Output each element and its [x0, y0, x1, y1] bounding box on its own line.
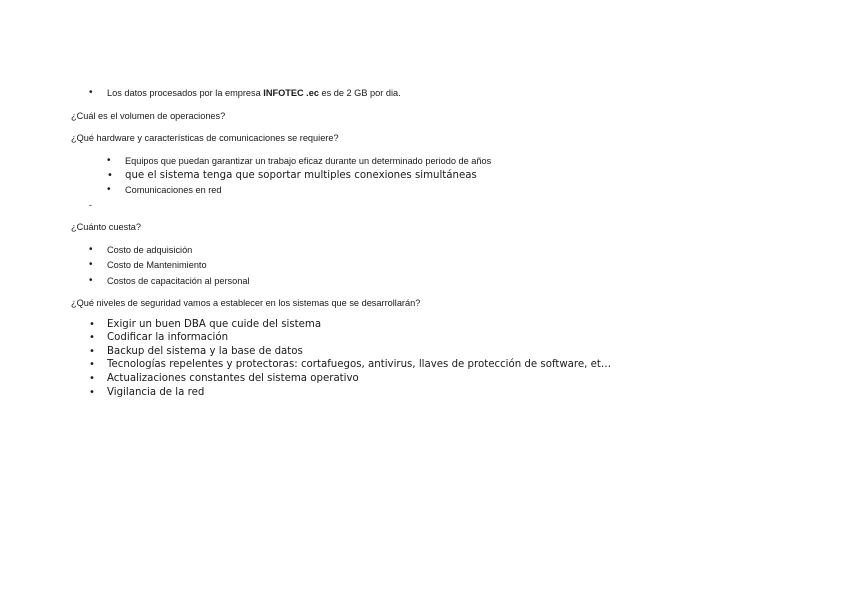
- cost-item-text: Costos de capacitación al personal: [107, 276, 250, 286]
- bullet-icon: •: [107, 155, 111, 166]
- security-item-text: Codificar la información: [107, 332, 229, 343]
- security-list-item: [89, 372, 359, 385]
- bullet-icon: •: [107, 184, 111, 195]
- bullet-icon: •: [89, 359, 95, 370]
- bullet-icon: •: [107, 170, 113, 181]
- company-name: INFOTEC .ec: [263, 88, 319, 98]
- bullet-icon: •: [89, 244, 93, 255]
- cost-list-item: [89, 259, 207, 271]
- question-security: ¿Qué niveles de seguridad vamos a establecer en los sistemas que se desarrollarán?: [71, 298, 421, 308]
- bullet-icon: •: [89, 387, 95, 398]
- security-list-item: [89, 386, 205, 399]
- dash-line: -: [89, 200, 92, 210]
- hardware-list-item: [107, 169, 477, 182]
- bullet-icon: •: [89, 373, 95, 384]
- cost-item-text: Costo de Mantenimiento: [107, 260, 207, 270]
- security-item-text: Actualizaciones constantes del sistema operativo: [107, 373, 359, 384]
- cost-list-item: [89, 275, 250, 287]
- bullet-icon: •: [89, 346, 95, 357]
- hardware-item-text: Equipos que puedan garantizar un trabajo eficaz durante un determinado periodo de años: [125, 156, 492, 166]
- security-list-item: [89, 318, 322, 331]
- intro-suffix: es de 2 GB por dia.: [318, 88, 401, 98]
- bullet-icon: •: [89, 332, 95, 343]
- security-item-text: Tecnologías repelentes y protectoras: cortafuegos, antivirus, llaves de protección de software, et…: [107, 359, 612, 370]
- bullet-icon: •: [89, 87, 93, 98]
- question-volume: ¿Cuál es el volumen de operaciones?: [71, 111, 226, 121]
- security-list-item: [89, 345, 303, 358]
- cost-list-item: [89, 244, 193, 256]
- bullet-icon: •: [89, 319, 95, 330]
- security-item-text: Backup del sistema y la base de datos: [107, 346, 303, 357]
- intro-prefix: Los datos procesados por la empresa: [107, 88, 264, 98]
- bullet-icon: •: [89, 259, 93, 270]
- hardware-list-item: [107, 184, 222, 196]
- question-hardware: ¿Qué hardware y características de comunicaciones se requiere?: [71, 133, 339, 143]
- hardware-item-text: que el sistema tenga que soportar multiples conexiones simultáneas: [125, 170, 477, 181]
- cost-item-text: Costo de adquisición: [107, 245, 193, 255]
- security-list-item: [89, 331, 229, 344]
- security-item-text: Vigilancia de la red: [107, 387, 205, 398]
- hardware-list-item: [107, 155, 492, 167]
- security-list-item: [89, 358, 612, 371]
- question-cost: ¿Cuánto cuesta?: [71, 222, 141, 232]
- intro-list-item: [89, 87, 401, 99]
- security-item-text: Exigir un buen DBA que cuide del sistema: [107, 319, 322, 330]
- bullet-icon: •: [89, 275, 93, 286]
- hardware-item-text: Comunicaciones en red: [125, 185, 222, 195]
